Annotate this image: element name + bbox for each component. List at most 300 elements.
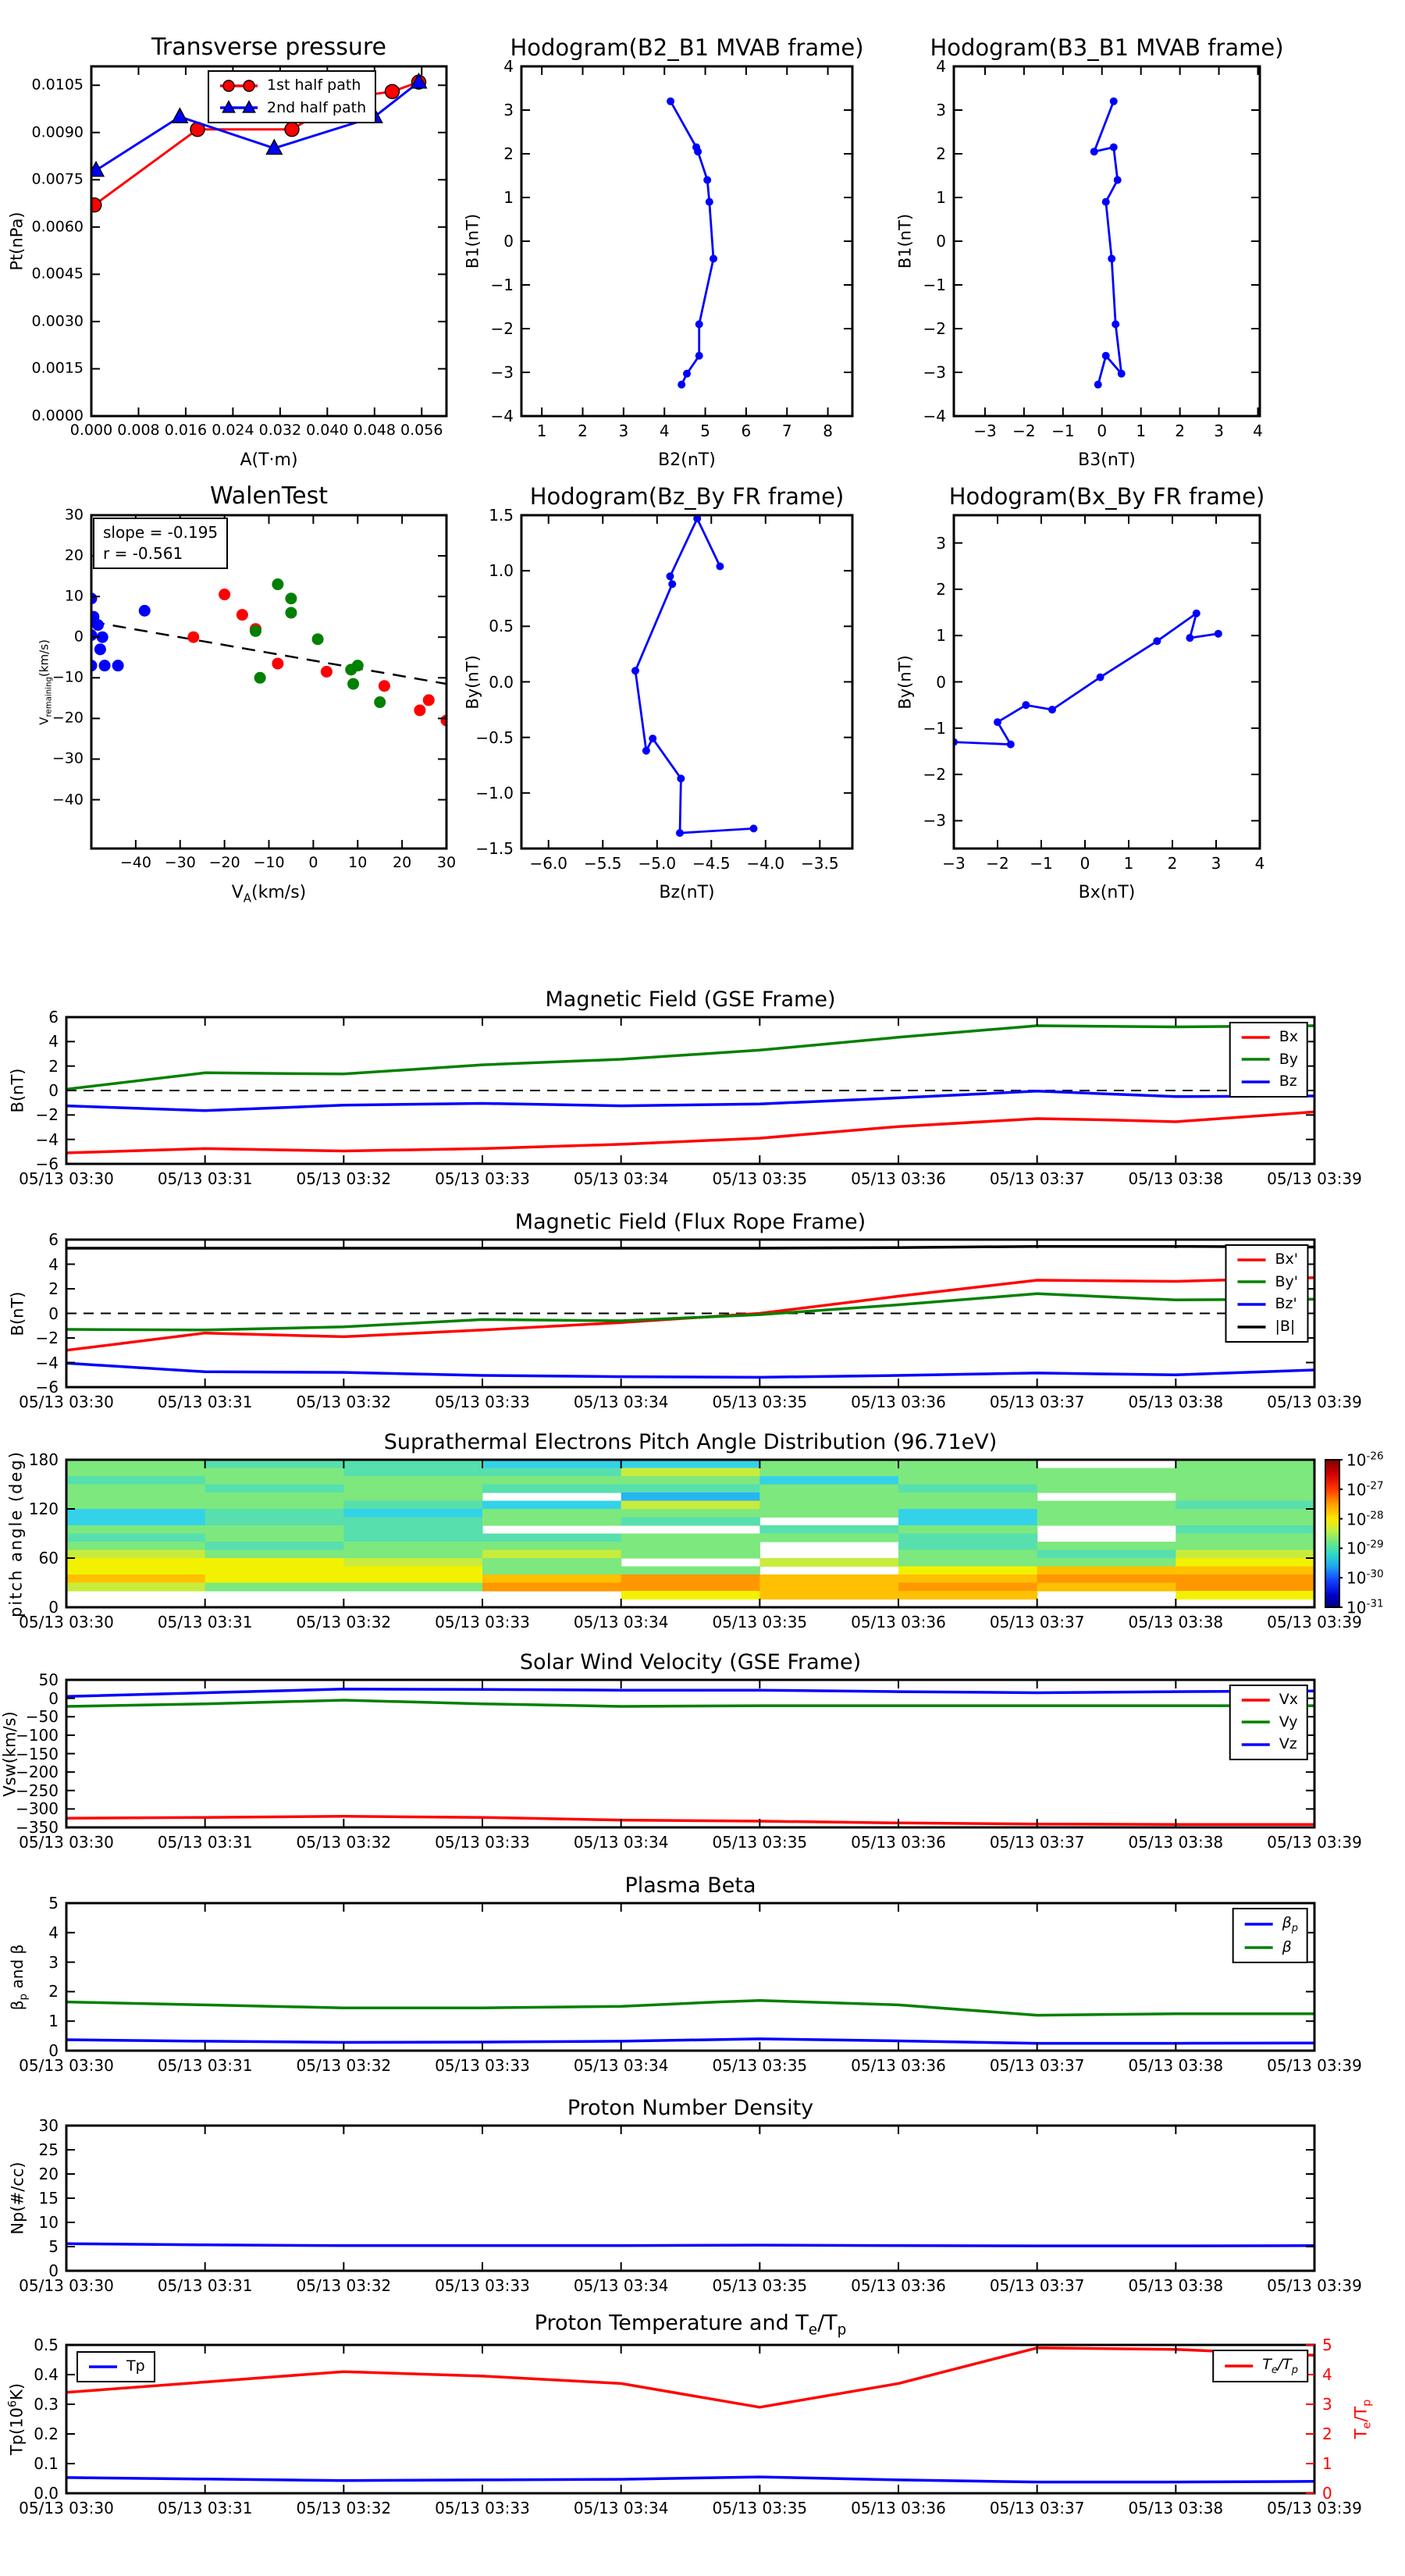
heatmap-cell	[1176, 1542, 1314, 1550]
x-tick-label: 0.008	[117, 422, 160, 439]
x-axis-label: A(T·m)	[240, 450, 298, 470]
x-tick-label: 05/13 03:39	[1267, 1393, 1362, 1411]
heatmap-cell	[1037, 1550, 1176, 1559]
y-tick-label: 0.0030	[31, 312, 84, 330]
x-tick-label: 05/13 03:34	[573, 1169, 669, 1188]
y-tick-label: 10	[38, 2213, 59, 2232]
x-tick-label: 05/13 03:32	[296, 2499, 392, 2517]
y2-tick-label: 4	[1322, 2365, 1332, 2384]
series-bz-by-path	[631, 514, 758, 837]
series--b-	[66, 1247, 1314, 1248]
x-tick-label: −10	[253, 854, 285, 871]
y-tick-label: 4	[48, 1032, 59, 1051]
heatmap-cell	[482, 1542, 621, 1550]
y-tick-label: 5	[48, 2237, 59, 2256]
heatmap-cell	[482, 1534, 621, 1542]
legend-label: 1st half path	[267, 76, 361, 94]
heatmap-cell	[66, 1460, 205, 1468]
y2-tick-label: 5	[1322, 2336, 1332, 2354]
heatmap-cell	[205, 1574, 344, 1583]
x-tick-label: 0.048	[353, 422, 396, 439]
y-axis-label: $V_{remaining}(km/s)$	[37, 639, 54, 725]
x-tick-label: 05/13 03:36	[851, 2056, 946, 2075]
series-vz	[66, 1689, 1314, 1697]
x-tick-label: −40	[119, 854, 151, 871]
x-tick-label: 05/13 03:30	[19, 2056, 114, 2075]
heatmap-cell	[66, 1485, 205, 1493]
y-tick-label: 0.5	[489, 617, 514, 636]
heatmap-cell	[898, 1542, 1037, 1550]
y-axis-label: B1(nT)	[463, 213, 482, 269]
heatmap-cell	[482, 1460, 621, 1468]
panel-hodogram-b2b1-mvab	[521, 66, 852, 416]
y-tick-label: 25	[38, 2140, 59, 2159]
heatmap-cell	[759, 1476, 898, 1485]
y-tick-label: 3	[503, 101, 514, 119]
legend-label: By	[1279, 1050, 1298, 1068]
heatmap-cell	[343, 1468, 482, 1477]
y-tick-label: 60	[38, 1549, 59, 1567]
panel-title: Hodogram(Bx_By FR frame)	[948, 483, 1265, 510]
x-tick-label: 05/13 03:35	[712, 1169, 808, 1188]
heatmap-cell	[1176, 1493, 1314, 1501]
y-tick-label: −3	[923, 363, 946, 382]
y2-axis-label: $T_e/T_p$	[1351, 2399, 1374, 2439]
x-tick-label: 05/13 03:37	[989, 2499, 1085, 2517]
y-axis-label: B(nT)	[8, 1291, 27, 1336]
x-tick-label: 2	[1167, 854, 1178, 873]
y-tick-label: 0.4	[34, 2365, 59, 2384]
y-axis-label: pitch angle (deg)	[6, 1450, 26, 1617]
colorbar-label: $10^{-30}$	[1346, 1567, 1384, 1588]
x-tick-label: 05/13 03:39	[1267, 1613, 1362, 1631]
y-tick-label: 0.0000	[31, 407, 84, 425]
heatmap-cell	[1176, 1558, 1314, 1567]
heatmap-cell	[205, 1525, 344, 1534]
heatmap-cell	[759, 1509, 898, 1517]
x-tick-label: 05/13 03:31	[157, 1833, 253, 1852]
y-tick-label: 2	[48, 1279, 59, 1298]
legend-label: $\beta_p$	[1282, 1914, 1298, 1934]
x-tick-label: −2	[1012, 422, 1036, 440]
x-tick-label: 05/13 03:37	[989, 2276, 1085, 2295]
heatmap-cell	[205, 1460, 344, 1468]
y-tick-label: 0.3	[34, 2395, 59, 2414]
x-tick-label: 05/13 03:32	[296, 1393, 392, 1411]
heatmap-cell	[66, 1550, 205, 1559]
series-b2-b1-path	[667, 98, 717, 389]
heatmap-cell	[482, 1485, 621, 1493]
colorbar-label: $10^{-28}$	[1346, 1509, 1384, 1528]
x-tick-label: 3	[1211, 854, 1222, 873]
panel-walen-test	[86, 515, 453, 849]
x-tick-label: 1	[536, 422, 547, 440]
heatmap-cell	[898, 1476, 1037, 1485]
x-tick-label: 05/13 03:35	[712, 2056, 808, 2075]
y-tick-label: 0	[936, 232, 946, 251]
x-tick-label: 05/13 03:34	[573, 1613, 669, 1631]
heatmap-cell	[898, 1574, 1037, 1583]
heatmap-cell	[621, 1509, 760, 1517]
heatmap-cell	[482, 1509, 621, 1517]
x-tick-label: 05/13 03:33	[435, 2499, 530, 2517]
legend-label: |B|	[1275, 1317, 1296, 1335]
y-tick-label: 0	[48, 1081, 59, 1100]
y-tick-label: 0.0045	[31, 265, 84, 283]
panel-hodogram-bzby-fr	[521, 514, 852, 849]
panel-hodogram-b3b1-mvab	[954, 66, 1260, 416]
heatmap-cell	[343, 1517, 482, 1526]
y-tick-label: 0.0	[34, 2484, 59, 2503]
y-tick-label: −3	[490, 363, 514, 382]
y-tick-label: −250	[16, 1781, 59, 1800]
series-by	[66, 1026, 1314, 1089]
panel-solar-wind-velocity	[66, 1680, 1314, 1827]
x-tick-label: 05/13 03:38	[1128, 2499, 1224, 2517]
x-tick-label: −1	[1030, 854, 1053, 873]
legend-label: Vz	[1279, 1735, 1297, 1753]
x-tick-label: 05/13 03:39	[1267, 1169, 1362, 1188]
x-tick-label: 05/13 03:33	[435, 1833, 530, 1852]
heatmap-cell	[1176, 1501, 1314, 1510]
legend-label: Tp	[126, 2357, 145, 2375]
x-tick-label: 05/13 03:39	[1267, 1833, 1362, 1852]
heatmap-cell	[205, 1501, 344, 1510]
heatmap-cell	[621, 1567, 760, 1575]
y2-tick-label: 2	[1322, 2425, 1332, 2443]
panel-title: Magnetic Field (GSE Frame)	[545, 987, 836, 1012]
heatmap-cell	[898, 1591, 1037, 1599]
y-axis-label: Np(#/cc)	[8, 2161, 27, 2235]
heatmap-cell	[66, 1534, 205, 1542]
series-outbound	[187, 589, 452, 726]
y-tick-label: 0	[73, 628, 84, 646]
heatmap-cell	[482, 1550, 621, 1559]
x-tick-label: 0.016	[164, 422, 208, 439]
heatmap-cell	[66, 1501, 205, 1510]
heatmap-cell	[482, 1574, 621, 1583]
legend-label: Vy	[1279, 1713, 1298, 1731]
y-tick-label: −2	[35, 1105, 59, 1125]
x-tick-label: 1	[1136, 422, 1147, 440]
heatmap-cell	[66, 1583, 205, 1592]
y-axis-label: B(nT)	[8, 1068, 27, 1113]
panel-title: Suprathermal Electrons Pitch Angle Distribution (96.71eV)	[383, 1430, 998, 1454]
series-te-tp	[66, 2348, 1314, 2407]
heatmap-cell	[1176, 1460, 1314, 1468]
heatmap-cell	[898, 1534, 1037, 1542]
x-tick-label: 05/13 03:38	[1128, 1393, 1224, 1411]
x-tick-label: −6.0	[529, 854, 568, 873]
heatmap-cell	[621, 1485, 760, 1493]
panel-title: Transverse pressure	[151, 34, 387, 61]
x-tick-label: 05/13 03:33	[435, 1169, 530, 1188]
heatmap-cell	[66, 1468, 205, 1477]
x-tick-label: 0.032	[258, 422, 302, 439]
x-axis-label: Bx(nT)	[1078, 883, 1136, 902]
heatmap-cell	[66, 1476, 205, 1485]
heatmap-cell	[205, 1550, 344, 1559]
x-tick-label: 8	[823, 422, 833, 440]
y-tick-label: −3	[923, 811, 946, 831]
heatmap-cell	[898, 1550, 1037, 1559]
heatmap-cell	[66, 1509, 205, 1517]
x-tick-label: 05/13 03:36	[851, 1169, 946, 1188]
heatmap-cell	[343, 1460, 482, 1468]
heatmap-cell	[759, 1534, 898, 1542]
legend-label: By'	[1275, 1272, 1298, 1290]
heatmap-cell	[66, 1542, 205, 1550]
heatmap-cell	[1037, 1476, 1176, 1485]
y-tick-label: 4	[48, 1923, 59, 1942]
heatmap-cell	[621, 1550, 760, 1559]
y-tick-label: 3	[936, 101, 946, 119]
x-tick-label: 05/13 03:37	[989, 1613, 1085, 1631]
y-tick-label: 1	[936, 626, 946, 646]
series-by-	[66, 1293, 1314, 1330]
colorbar-label: $10^{-26}$	[1346, 1450, 1384, 1470]
heatmap-cell	[1176, 1534, 1314, 1542]
y-tick-label: 6	[48, 1008, 59, 1026]
series-b3-b1-path	[1090, 98, 1126, 389]
axes-frame	[521, 66, 852, 416]
heatmap-cell	[482, 1583, 621, 1592]
heatmap-cell	[898, 1493, 1037, 1501]
heatmap-cell	[898, 1583, 1037, 1592]
x-tick-label: 05/13 03:32	[296, 2056, 392, 2075]
x-tick-label: 4	[659, 422, 670, 440]
panel-plasma-beta	[66, 1903, 1314, 2051]
heatmap-cell	[66, 1574, 205, 1583]
heatmap-cell	[621, 1583, 760, 1592]
y-tick-label: −2	[35, 1329, 59, 1347]
heatmap-cell	[482, 1501, 621, 1510]
heatmap-cell	[343, 1493, 482, 1501]
x-tick-label: 05/13 03:34	[573, 1393, 669, 1411]
heatmap-cell	[482, 1517, 621, 1526]
heatmap-cell	[621, 1501, 760, 1510]
heatmap-cell	[898, 1525, 1037, 1534]
x-tick-label: 7	[781, 422, 792, 440]
panel-title: Hodogram(Bz_By FR frame)	[529, 483, 845, 510]
x-axis-label: B2(nT)	[658, 450, 716, 470]
panel-mag-gse	[66, 1017, 1314, 1164]
x-tick-label: 05/13 03:35	[712, 1393, 808, 1411]
axes-frame	[954, 515, 1260, 849]
heatmap-cell	[621, 1493, 760, 1501]
y-tick-label: 0.5	[34, 2336, 59, 2354]
heatmap-cell	[343, 1550, 482, 1559]
heatmap-cell	[898, 1567, 1037, 1575]
heatmap-cell	[621, 1468, 760, 1477]
x-tick-label: 05/13 03:32	[296, 1833, 392, 1852]
heatmap-cell	[66, 1517, 205, 1526]
x-tick-label: 4	[1254, 854, 1265, 873]
heatmap-cell	[205, 1558, 344, 1567]
heatmap-cell	[1037, 1501, 1176, 1510]
y-tick-label: −1	[490, 276, 514, 294]
heatmap-cell	[343, 1542, 482, 1550]
y-tick-label: 2	[503, 144, 514, 163]
y-tick-label: −0.5	[475, 728, 514, 747]
y-tick-label: −1	[923, 276, 946, 294]
x-tick-label: 05/13 03:33	[435, 1393, 530, 1411]
y-tick-label: 0	[936, 672, 946, 692]
y-tick-label: 1	[936, 188, 946, 207]
x-tick-label: 05/13 03:38	[1128, 1833, 1224, 1852]
heatmap-cell	[1176, 1567, 1314, 1575]
colorbar-label: $10^{-29}$	[1346, 1539, 1384, 1558]
x-tick-label: 05/13 03:31	[157, 2276, 253, 2295]
x-tick-label: 05/13 03:37	[989, 1393, 1085, 1411]
y-axis-label: By(nT)	[895, 654, 915, 710]
heatmap-cell	[898, 1485, 1037, 1493]
y-tick-label: −2	[923, 319, 946, 338]
y-tick-label: 20	[64, 546, 84, 564]
axes-frame	[66, 2126, 1314, 2271]
x-tick-label: 1	[1123, 854, 1134, 873]
x-tick-label: 05/13 03:33	[435, 2276, 530, 2295]
heatmap-cell	[898, 1517, 1037, 1526]
y-tick-label: 0	[48, 1688, 59, 1708]
y-tick-label: −4	[923, 407, 946, 425]
y-tick-label: −1.0	[475, 783, 514, 802]
heatmap-cell	[343, 1567, 482, 1575]
x-tick-label: 05/13 03:31	[157, 1613, 253, 1631]
heatmap-cell	[621, 1542, 760, 1550]
y-tick-label: 0.0105	[31, 76, 84, 94]
series-inbound	[86, 592, 151, 671]
x-tick-label: 20	[393, 854, 412, 871]
x-tick-label: 05/13 03:36	[851, 2499, 946, 2517]
x-tick-label: 05/13 03:37	[989, 2056, 1085, 2075]
heatmap-cell	[1176, 1476, 1314, 1485]
x-tick-label: −5.5	[583, 854, 622, 873]
y-tick-label: 30	[64, 506, 84, 524]
heatmap-cell	[621, 1460, 760, 1468]
x-axis-label: Bz(nT)	[659, 883, 715, 902]
y-tick-label: 4	[503, 57, 514, 76]
heatmap-cell	[205, 1509, 344, 1517]
y-tick-label: 5	[48, 1894, 59, 1912]
series-bz	[66, 1091, 1314, 1111]
x-tick-label: 2	[578, 422, 588, 440]
y-tick-label: 120	[28, 1500, 59, 1518]
heatmap-cell	[621, 1534, 760, 1542]
axes-frame	[66, 1903, 1314, 2051]
series-vy	[66, 1700, 1314, 1706]
heatmap-cell	[1037, 1583, 1176, 1592]
y-tick-label: −10	[52, 668, 84, 686]
x-tick-label: 05/13 03:38	[1128, 2056, 1224, 2075]
y-tick-label: 2	[936, 144, 946, 163]
x-tick-label: 05/13 03:35	[712, 2499, 808, 2517]
x-tick-label: 05/13 03:30	[19, 1393, 114, 1411]
y2-tick-label: 3	[1322, 2395, 1332, 2414]
series-beta	[66, 2001, 1314, 2016]
x-tick-label: 05/13 03:35	[712, 1833, 808, 1852]
heatmap-cell	[1176, 1509, 1314, 1517]
y-tick-label: 2	[936, 579, 946, 599]
heatmap-cell	[621, 1574, 760, 1583]
heatmap-cell	[205, 1583, 344, 1592]
x-tick-label: 3	[618, 422, 629, 440]
x-tick-label: 05/13 03:30	[19, 1833, 114, 1852]
heatmap-cell	[1176, 1550, 1314, 1559]
legend-label: $T_e/T_p$	[1262, 2356, 1298, 2376]
heatmap-cell	[1037, 1468, 1176, 1477]
series-middle	[250, 578, 386, 708]
heatmap-cell	[482, 1558, 621, 1567]
x-tick-label: −20	[208, 854, 240, 871]
panel-transverse-pressure	[87, 66, 446, 416]
x-tick-label: 4	[1253, 422, 1263, 440]
heatmap-cell	[898, 1558, 1037, 1567]
heatmap-cell	[621, 1517, 760, 1526]
series-beta-p	[66, 2039, 1314, 2044]
x-tick-label: 05/13 03:31	[157, 1169, 253, 1188]
y-tick-label: 1	[48, 2012, 59, 2031]
heatmap-cell	[66, 1493, 205, 1501]
x-tick-label: 0.000	[69, 422, 113, 439]
y-tick-label: 0.2	[34, 2425, 59, 2443]
y-tick-label: −1.5	[475, 839, 514, 858]
y-tick-label: 1.0	[489, 561, 514, 581]
y-tick-label: −2	[490, 319, 514, 338]
x-tick-label: 10	[348, 854, 368, 871]
y-tick-label: −2	[923, 765, 946, 785]
x-tick-label: 05/13 03:34	[573, 1833, 669, 1852]
x-tick-label: 2	[1175, 422, 1185, 440]
y-tick-label: 0.1	[34, 2454, 59, 2473]
x-tick-label: 05/13 03:36	[851, 1393, 946, 1411]
x-tick-label: 05/13 03:37	[989, 1833, 1085, 1852]
y-tick-label: 0.0060	[31, 218, 84, 236]
heatmap-cell	[759, 1460, 898, 1468]
heatmap-cell	[898, 1501, 1037, 1510]
x-tick-label: 05/13 03:31	[157, 1393, 253, 1411]
heatmap-cell	[482, 1468, 621, 1477]
legend-label: Bx'	[1275, 1251, 1298, 1268]
legend-label: Vx	[1279, 1691, 1298, 1708]
y-tick-label: 0	[48, 1304, 59, 1323]
x-tick-label: 05/13 03:30	[19, 2499, 114, 2517]
x-tick-label: −5.0	[638, 854, 677, 873]
series-vx	[66, 1816, 1314, 1824]
y-tick-label: 3	[936, 533, 946, 553]
heatmap-cell	[482, 1567, 621, 1575]
x-tick-label: 05/13 03:35	[712, 1613, 808, 1631]
x-tick-label: −3	[942, 854, 966, 873]
panel-proton-temperature	[66, 2345, 1314, 2493]
x-tick-label: 05/13 03:30	[19, 2276, 114, 2295]
x-tick-label: −2	[986, 854, 1009, 873]
y-tick-label: −4	[35, 1130, 59, 1149]
heatmap-cell	[343, 1525, 482, 1534]
heatmap-cell	[343, 1583, 482, 1592]
y-tick-label: 4	[48, 1254, 59, 1274]
y-tick-label: 0	[48, 2041, 59, 2060]
y-tick-label: −4	[490, 407, 514, 425]
heatmap-cell	[205, 1567, 344, 1575]
y-tick-label: −6	[35, 1155, 59, 1173]
legend-label: 2nd half path	[267, 98, 367, 116]
heatmap-cell	[205, 1542, 344, 1550]
panel-proton-density	[66, 2126, 1314, 2271]
y-axis-label: $\beta_p$ and β	[8, 1944, 30, 2010]
heatmap-cell	[898, 1460, 1037, 1468]
heatmap-cell	[621, 1591, 760, 1599]
